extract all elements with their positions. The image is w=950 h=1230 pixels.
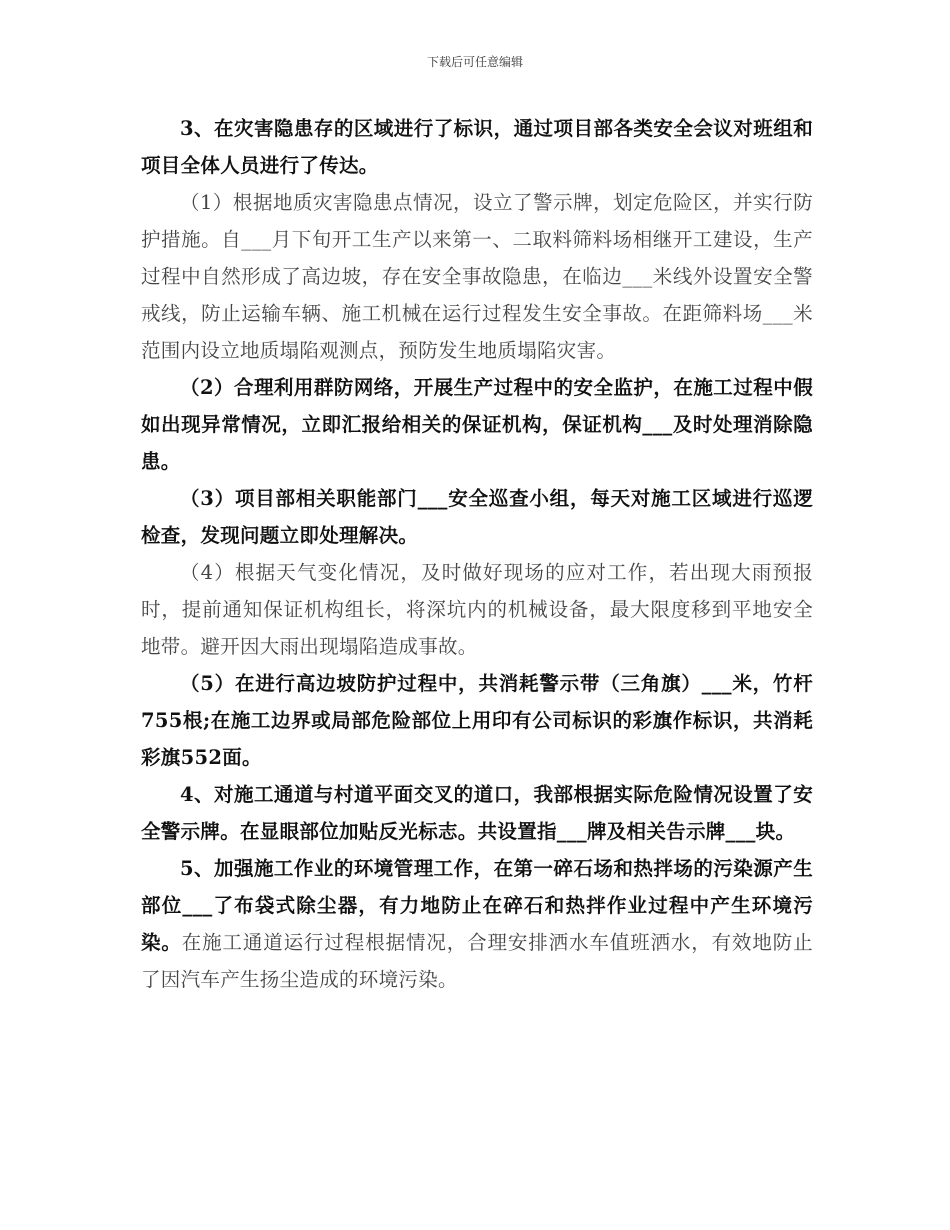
header-note: 下载后可任意编辑 — [426, 55, 523, 69]
paragraph-item-3: 3、在灾害隐患存的区域进行了标识，通过项目部各类安全会议对班组和项目全体人员进行了传达。 — [141, 117, 813, 177]
paragraph-item-5-normal: 在施工通道运行过程根据情况，合理安排洒水车值班洒水，有效地防止了因汽车产生扬尘造成的环境污染。 — [141, 931, 813, 991]
paragraph-item-5 — [141, 850, 813, 998]
paragraph-sub-2: （2）合理利用群防网络，开展生产过程中的安全监护，在施工过程中假如出现异常情况，立即汇报给相关的保证机构，保证机构___及时处理消除隐患。 — [141, 376, 813, 473]
paragraph-sub-3: （3）项目部相关职能部门___安全巡查小组，每天对施工区域进行巡逻检查，发现问题立即处理解决。 — [141, 487, 813, 547]
paragraph-item-5-bold: 5、加强施工作业的环境管理工作，在第一碎石场和热拌场的污染源产生部位___了布袋式除尘器，有力地防止在碎石和热拌作业过程中产生环境污染。 — [141, 857, 813, 954]
paragraph-sub-4: （4）根据天气变化情况，及时做好现场的应对工作，若出现大雨预报时，提前通知保证机构组长，将深坑内的机械设备，最大限度移到平地安全地带。避开因大雨出现塌陷造成事故。 — [141, 561, 813, 658]
paragraph-sub-1: （1）根据地质灾害隐患点情况，设立了警示牌，划定危险区，并实行防护措施。自___月下旬开工生产以来第一、二取料筛料场相继开工建设，生产过程中自然形成了高边坡，存在安全事故隐患，在临边___米线外设置安全警戒线，防止运输车辆、施工机械在运行过程发生安全事故。在距筛料场___米范围内设立地质塌陷观测点，预防发生地质塌陷灾害。 — [141, 191, 813, 362]
document-body — [141, 110, 813, 998]
paragraph-item-4: 4、对施工通道与村道平面交叉的道口，我部根据实际危险情况设置了安全警示牌。在显眼部位加贴反光标志。共设置指___牌及相关告示牌___块。 — [141, 783, 813, 843]
paragraph-sub-5: （5）在进行高边坡防护过程中，共消耗警示带（三角旗）___米，竹杆755根;在施工边界或局部危险部位上用印有公司标识的彩旗作标识，共消耗彩旗552面。 — [141, 672, 813, 769]
